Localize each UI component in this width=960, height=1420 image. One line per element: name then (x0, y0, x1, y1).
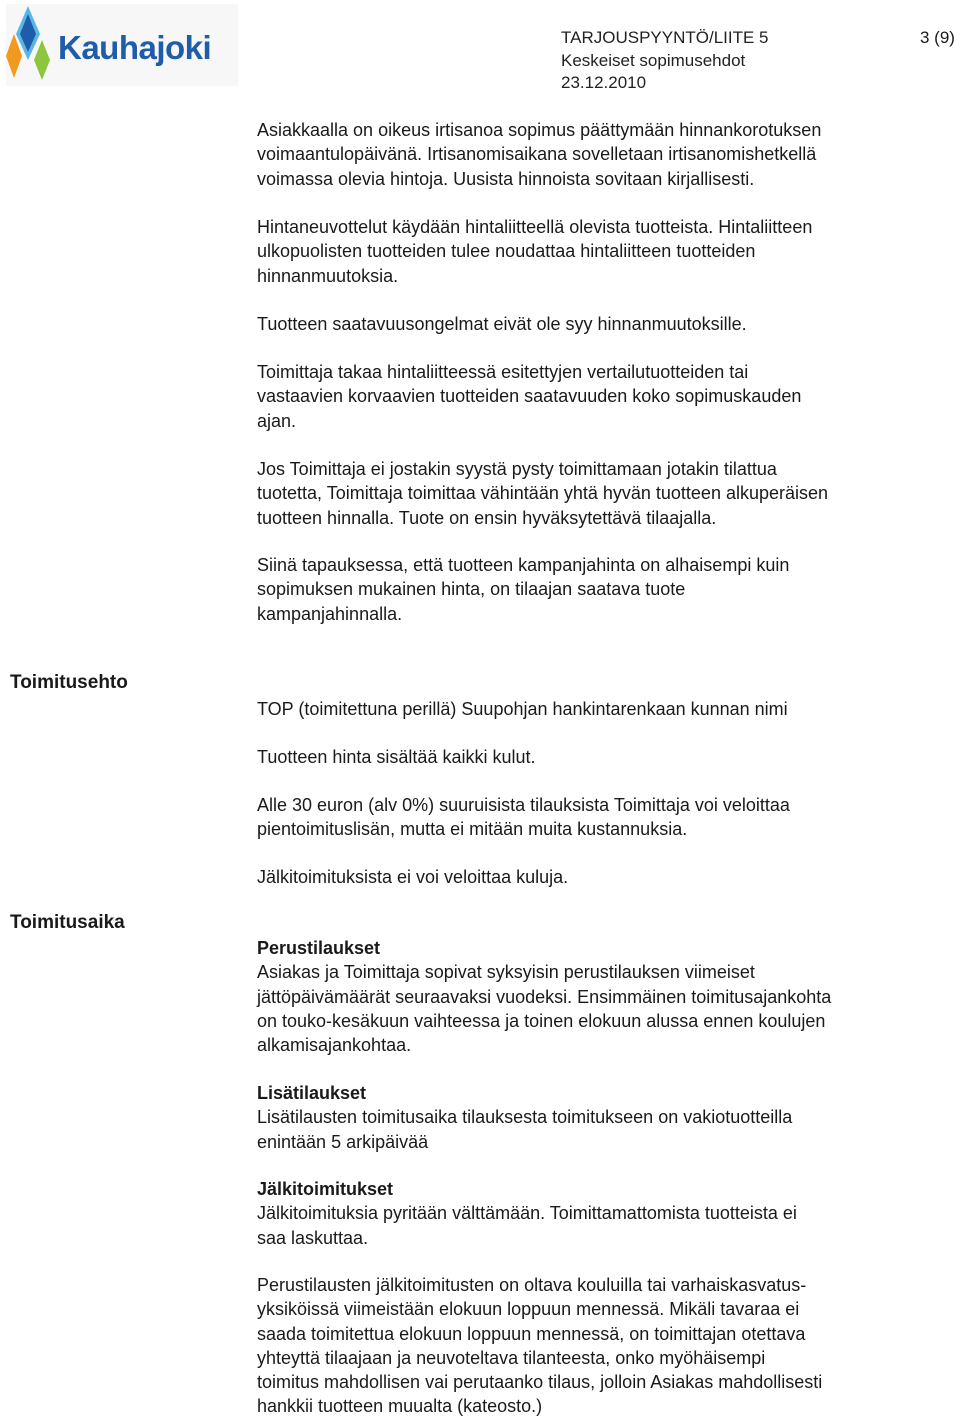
paragraph-substitute (257, 457, 937, 530)
block-backorder-deadline (257, 1273, 937, 1419)
text-line: on touko-kesäkuun vaihteessa ja toinen elokuun alussa ennen koulujen (257, 1010, 826, 1031)
text-line: hinnanmuutoksia. (257, 265, 399, 286)
subheading-lisatilaukset: Lisätilaukset (257, 1083, 367, 1103)
paragraph-termination (257, 118, 937, 191)
text-line: Tuotteen saatavuusongelmat eivät ole syy hinnanmuutoksille. (257, 314, 747, 334)
paragraph-campaign-price (257, 553, 937, 626)
text-line: Toimittaja takaa hintaliitteessä esitettyjen vertailutuotteiden tai (257, 362, 749, 382)
paragraph-price-negotiation (257, 215, 937, 288)
text-line: jättöpäivämäärät seuraavaksi vuodeksi. Ensimmäinen toimitusajankohta (257, 986, 832, 1007)
text-line: Tuotteen hinta sisältää kaikki kulut. (257, 747, 536, 767)
doc-title: TARJOUSPYYNTÖ/LIITE 5 (561, 28, 769, 47)
block-lisatilaukset (257, 1081, 937, 1154)
text-line: sopimuksen mukainen hinta, on tilaajan saatava tuote (257, 579, 686, 600)
text-line: alkamisajankohtaa. (257, 1035, 412, 1056)
text-line: saada toimitettua elokuun loppuun mennessä, on toimittajan otettava (257, 1323, 806, 1344)
text-line: Perustilausten jälkitoimitusten on oltava kouluilla tai varhaiskasvatus- (257, 1275, 807, 1295)
logo-text: Kauhajoki (58, 29, 212, 66)
text-line: Lisätilausten toimitusaika tilauksesta toimitukseen on vakiotuotteilla (257, 1107, 793, 1128)
doc-date: 23.12.2010 (561, 73, 647, 92)
text-line: hankkii tuotteen muualta (kateosto.) (257, 1396, 543, 1417)
section-label-toimitusaika: Toimitusaika (10, 912, 125, 933)
paragraph-backorder-fee (257, 865, 937, 889)
doc-subtitle: Keskeiset sopimusehdot (561, 50, 746, 70)
page-number: 3 (9) (920, 28, 955, 47)
block-jalkitoimitukset (257, 1177, 937, 1250)
text-line: Siinä tapauksessa, että tuotteen kampanjahinta on alhaisempi kuin (257, 555, 790, 575)
text-line: vastaavien korvaavien tuotteiden saatavuuden koko sopimuskauden (257, 386, 802, 407)
text-line: ulkopuolisten tuotteiden tulee noudattaa hintaliitteen tuotteiden (257, 241, 756, 262)
block-perustilaukset (257, 936, 937, 1057)
text-line: toimitus mahdollisen vai perutaanko tilaus, jolloin Asiakas mahdollisesti (257, 1372, 823, 1393)
text-line: pientoimituslisän, mutta ei mitään muita kustannuksia. (257, 819, 688, 840)
text-line: Jälkitoimituksia pyritään välttämään. Toimittamattomista tuotteista ei (257, 1203, 797, 1224)
text-line: Alle 30 euron (alv 0%) suuruisista tilauksista Toimittaja voi veloittaa (257, 795, 790, 815)
text-line: enintään 5 arkipäivää (257, 1131, 429, 1152)
paragraph-guarantee (257, 360, 937, 433)
kauhajoki-logo (6, 4, 238, 86)
text-line: ajan. (257, 410, 297, 431)
paragraph-price-includes (257, 745, 937, 769)
text-line: Asiakas ja Toimittaja sopivat syksyisin perustilauksen viimeiset (257, 962, 755, 983)
subheading-perustilaukset: Perustilaukset (257, 938, 381, 958)
page-header (0, 0, 960, 95)
text-line: yksiköissä viimeistään elokuun loppuun mennessä. Mikäli tavaraa ei (257, 1299, 800, 1320)
text-line: Jos Toimittaja ei jostakin syystä pysty toimittamaan jotakin tilattua (257, 459, 777, 479)
text-line: tuotteen hinnalla. Tuote on ensin hyväksytettävä tilaajalla. (257, 507, 717, 528)
text-line: Hintaneuvottelut käydään hintaliitteellä olevista tuotteista. Hintaliitteen (257, 217, 813, 237)
section-label-toimitusehto: Toimitusehto (10, 672, 128, 693)
text-line: kampanjahinnalla. (257, 603, 403, 624)
text-line: tuotetta, Toimittaja toimittaa vähintään yhtä hyvän tuotteen alkuperäisen (257, 483, 829, 504)
text-line: Jälkitoimituksista ei voi veloittaa kuluja. (257, 867, 569, 887)
subheading-jalkitoimitukset: Jälkitoimitukset (257, 1179, 394, 1199)
logo-mark-icon (6, 4, 66, 86)
text-line: TOP (toimitettuna perillä) Suupohjan hankintarenkaan kunnan nimi (257, 699, 788, 719)
text-line: voimaantulopäivänä. Irtisanomisaikana sovelletaan irtisanomishetkellä (257, 144, 817, 165)
paragraph-small-order-fee (257, 793, 937, 842)
text-line: voimassa olevia hintoja. Uusista hinnoista sovitaan kirjallisesti. (257, 168, 755, 189)
text-line: yhteyttä tilaajaan ja neuvoteltava tilanteesta, onko myöhäisempi (257, 1347, 766, 1368)
paragraph-delivery-term (257, 697, 937, 721)
document-header-info (561, 27, 769, 95)
text-line: Asiakkaalla on oikeus irtisanoa sopimus päättymään hinnankorotuksen (257, 120, 822, 140)
text-line: saa laskuttaa. (257, 1227, 369, 1248)
paragraph-availability (257, 312, 937, 336)
